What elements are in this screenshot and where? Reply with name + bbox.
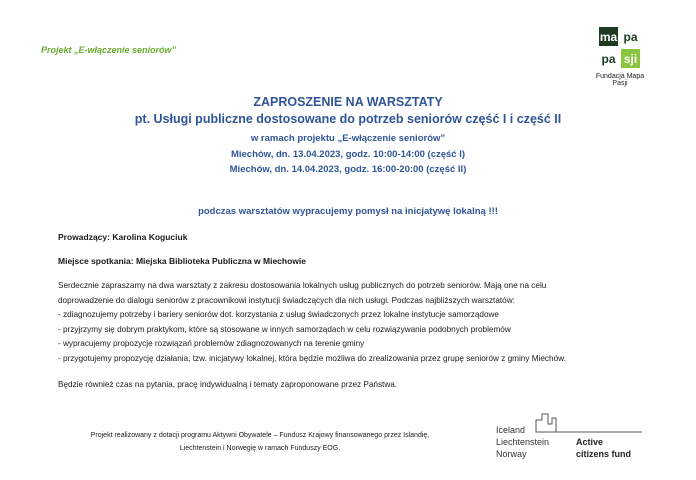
page-subtitle: pt. Usługi publiczne dostosowane do potrzeb seniorów część I i część II [134,112,562,126]
active-citizens-fund-logo [496,410,646,470]
project-frame: w ramach projektu „E-włączenie seniorów” [250,133,446,144]
venue: Miejsce spotkania: Miejska Biblioteka Publiczna w Miechowie [58,256,306,266]
footer-line-2: Liechtenstein i Norwegię w ramach Funduszy EOG. [179,445,341,452]
list-item: - przyjrzymy się dobrym praktykom, które są stosowane w innych samorządach w celu rozwiązywania podobnych problemów [58,324,511,334]
country-liechtenstein: Liechtenstein [496,437,550,447]
eea-countries [496,424,549,460]
fund-name-line-2: citizens fund [576,449,632,459]
intro-line-1: Serdecznie zapraszamy na dwa warsztaty z zakresu dostosowania lokalnych usług publicznych do potrzeb seniorów. Mają one na celu [58,281,547,290]
country-norway: Norway [496,449,527,459]
intro-line-2: doprowadzenie do dialogu seniorów z pracownikowi instytucji świadczących dla nich usługi. Podczas najbliższych warsztatów: [58,295,515,305]
eea-grants-mark [534,410,644,434]
body-text [58,279,648,367]
closing-line: Będzie również czas na pytania, pracę indywidualną i tematy zaproponowane przez Państwa. [58,380,398,389]
funding-footer [40,429,480,455]
project-label: Projekt „E-włączenie seniorów” [41,45,177,55]
event-date-1: Miechów, dn. 13.04.2023, godz. 10:00-14:00 (część I) [230,149,466,160]
country-iceland: Iceland [496,425,526,435]
fund-name [576,436,631,460]
mapa-pasji-logo-mark [599,27,641,71]
logo-caption: Fundacja Mapa Pasji [595,73,645,87]
event-date-2: Miechów, dn. 14.04.2023, godz. 16:00-20:00 (część II) [229,164,467,175]
mapa-pasji-logo [588,27,652,87]
fund-name-line-1: Active [576,437,604,447]
list-item: - przygotujemy propozycję działania, tzw. inicjatywy lokalnej, która będzie możliwa do zrealizowania przez grupę seniorów z gminy Miechów. [58,353,566,363]
logo-letter-2: pa [623,30,638,44]
page-title: ZAPROSZENIE NA WARSZTATY [253,95,443,109]
highlight-line: podczas warsztatów wypracujemy pomysł na inicjatywę lokalną !!! [198,206,498,217]
list-item: - zdiagnozujemy potrzeby i bariery seniorów dot. korzystania z usług świadczonych przez lokalne instytucje samorządowe [58,310,499,320]
logo-letter-4: sji [623,52,638,66]
list-item: - wypracujemy propozycje rozwiązań problemów zdiagnozowanych na terenie gminy [58,339,365,349]
logo-letter-3: pa [601,52,616,66]
title-block [0,95,696,177]
footer-line-1: Projekt realizowany z dotacji programu Aktywni Obywatele – Fundusz Krajowy finansowanego przez Islandię, [90,432,430,439]
logo-letter-1: ma [599,30,618,44]
facilitator: Prowadzący: Karolina Koguciuk [58,232,188,242]
